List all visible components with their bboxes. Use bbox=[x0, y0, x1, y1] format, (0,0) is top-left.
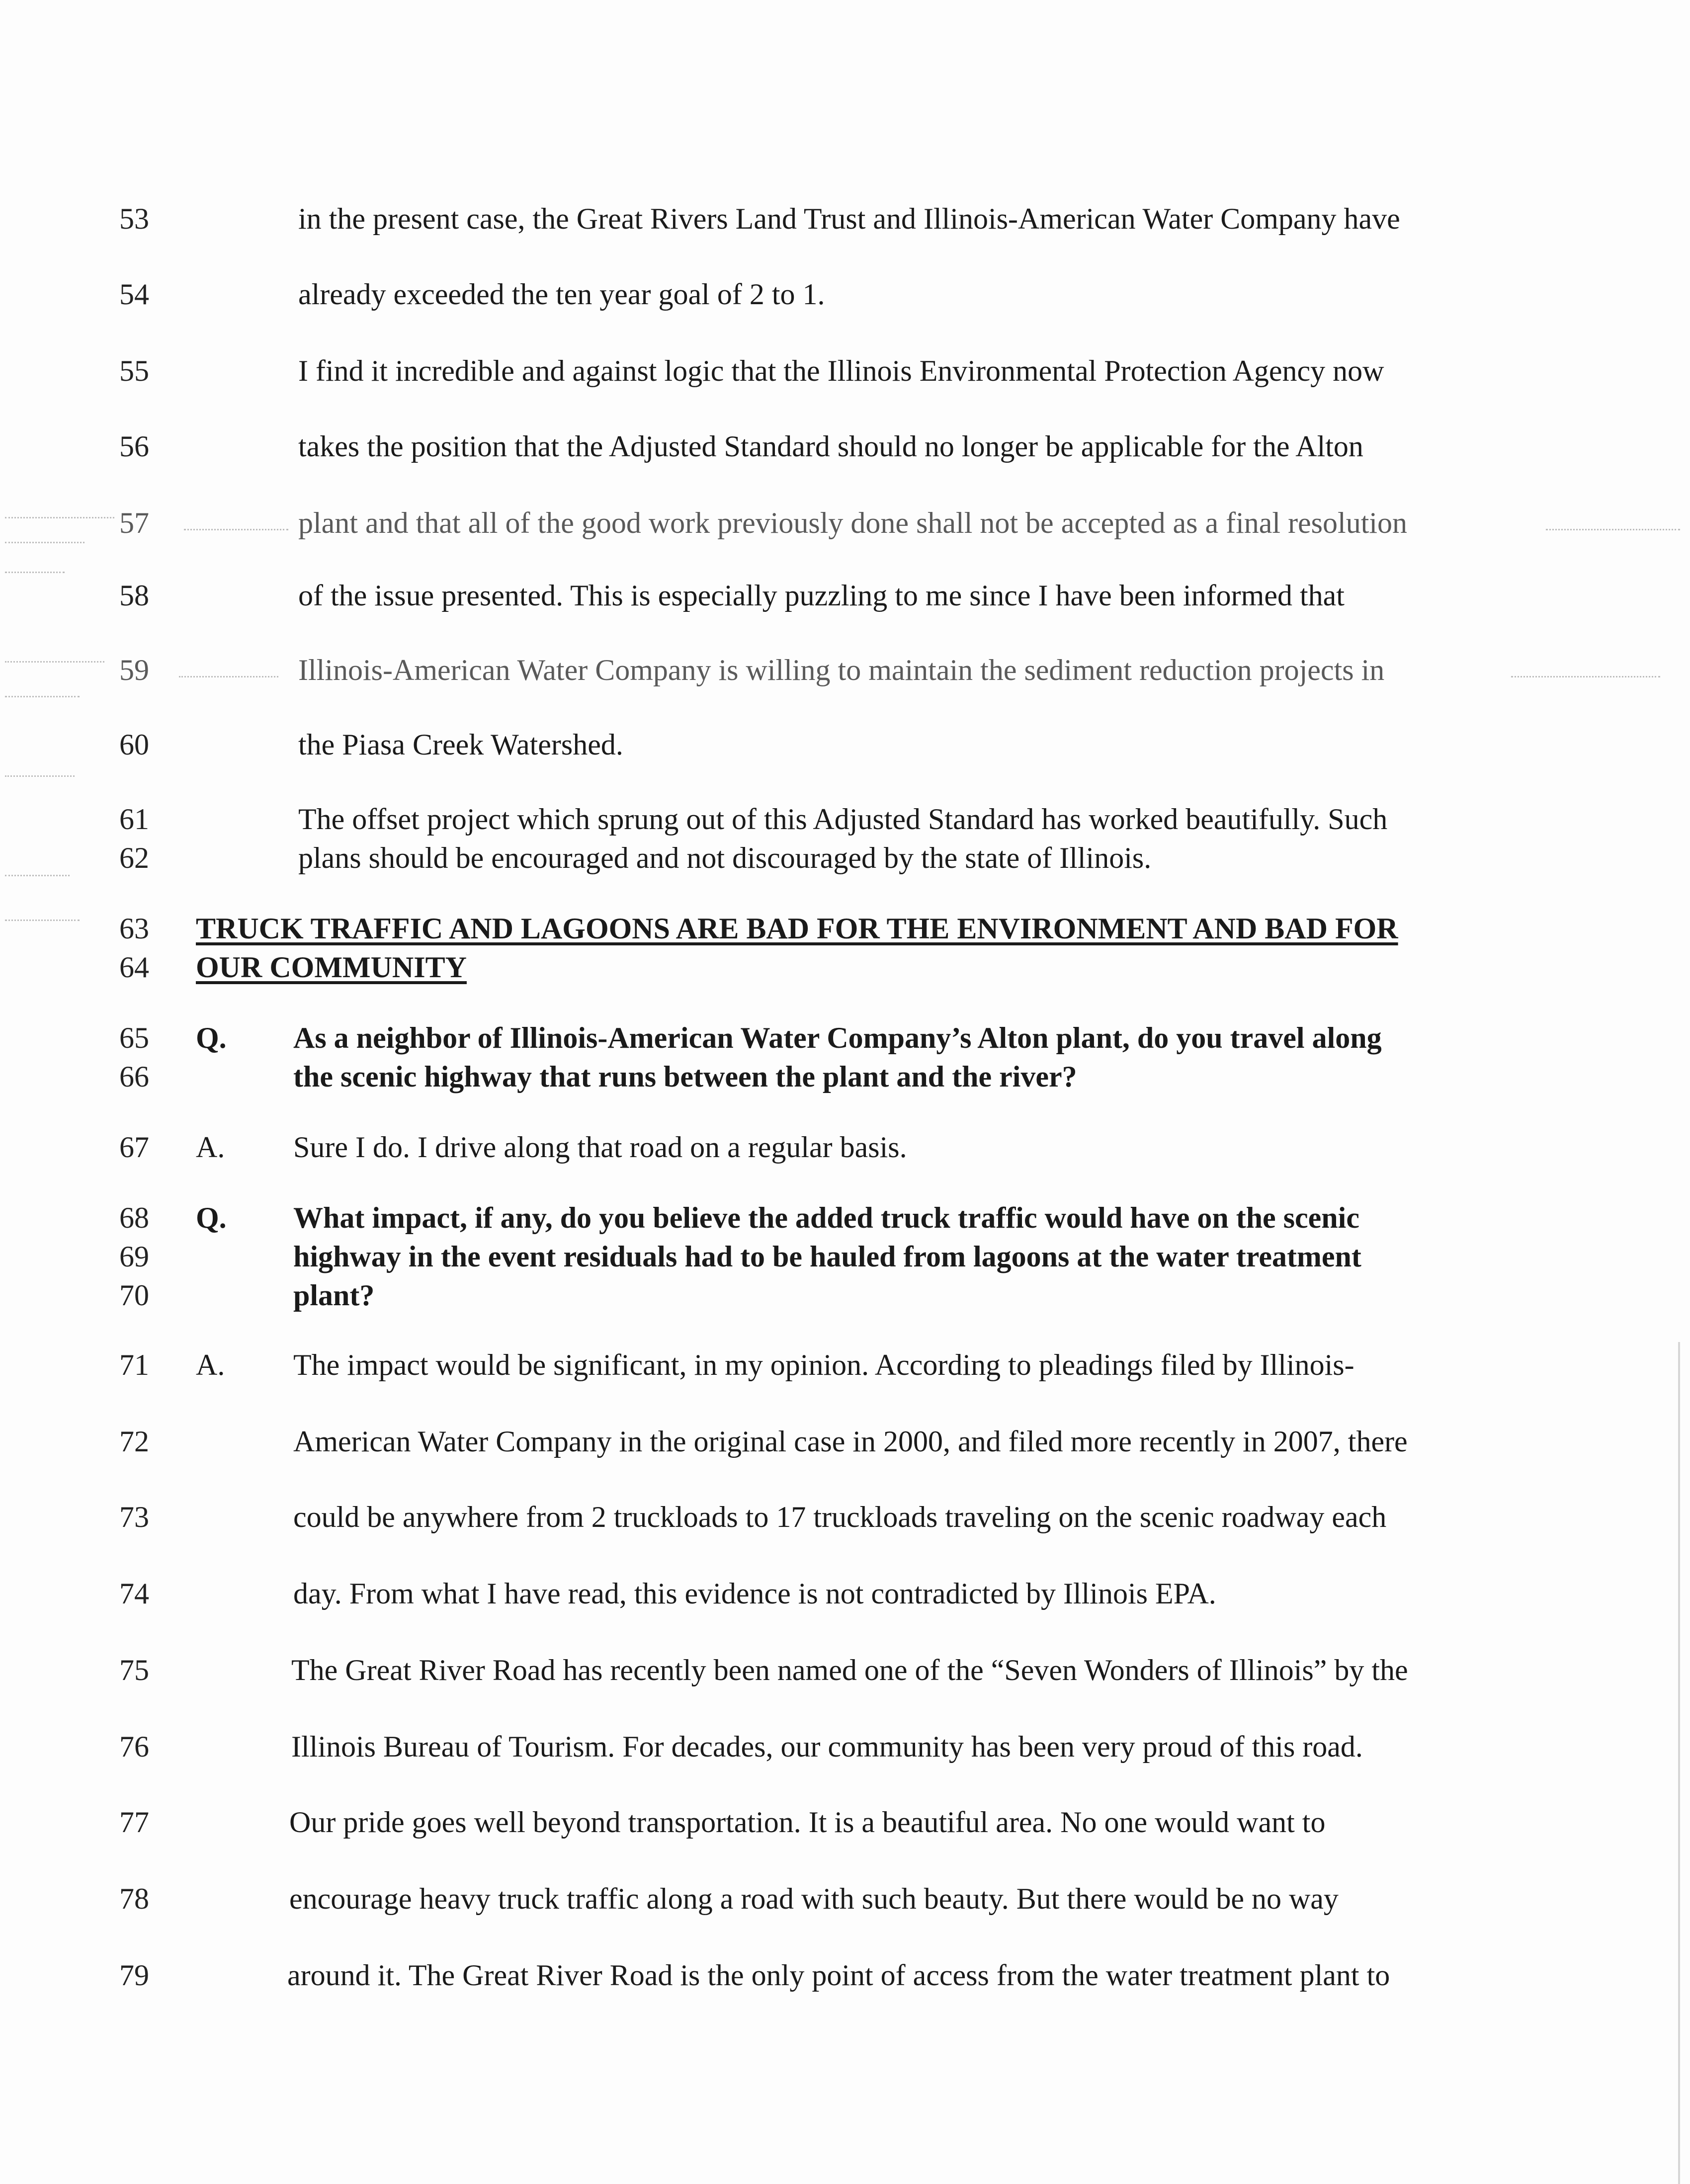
line-number: 58 bbox=[119, 579, 149, 612]
scan-noise bbox=[5, 775, 75, 777]
line-text: already exceeded the ten year goal of 2 to 1. bbox=[298, 278, 825, 311]
line-number: 56 bbox=[119, 430, 149, 463]
scan-noise bbox=[1546, 529, 1680, 530]
line-number: 67 bbox=[119, 1131, 149, 1164]
answer-text: The impact would be significant, in my opinion. According to pleadings filed by Illinois- bbox=[293, 1348, 1354, 1381]
line-text: plans should be encouraged and not discouraged by the state of Illinois. bbox=[298, 841, 1152, 874]
line-text: Illinois-American Water Company is willing to maintain the sediment reduction projects in bbox=[298, 654, 1385, 686]
question-text: What impact, if any, do you believe the added truck traffic would have on the scenic bbox=[293, 1201, 1359, 1234]
line-number: 54 bbox=[119, 278, 149, 311]
line-number: 71 bbox=[119, 1348, 149, 1381]
question-text: the scenic highway that runs between the plant and the river? bbox=[293, 1060, 1077, 1093]
scan-noise bbox=[1511, 676, 1660, 677]
answer-text: Sure I do. I drive along that road on a regular basis. bbox=[293, 1131, 907, 1164]
section-heading: OUR COMMUNITY bbox=[196, 951, 467, 984]
scan-noise bbox=[5, 572, 65, 573]
question-text: highway in the event residuals had to be hauled from lagoons at the water treatment bbox=[293, 1240, 1361, 1273]
scan-noise bbox=[5, 875, 70, 876]
scan-noise bbox=[5, 542, 84, 543]
answer-text: Illinois Bureau of Tourism. For decades, our community has been very proud of this road. bbox=[291, 1730, 1363, 1763]
line-number: 65 bbox=[119, 1021, 149, 1054]
line-number: 73 bbox=[119, 1501, 149, 1533]
line-number: 57 bbox=[119, 506, 149, 539]
line-number: 76 bbox=[119, 1730, 149, 1763]
answer-text: could be anywhere from 2 truckloads to 17 truckloads traveling on the scenic roadway each bbox=[293, 1501, 1387, 1533]
line-number: 53 bbox=[119, 202, 149, 235]
line-text: the Piasa Creek Watershed. bbox=[298, 728, 623, 761]
line-number: 61 bbox=[119, 803, 149, 836]
answer-text: day. From what I have read, this evidence is not contradicted by Illinois EPA. bbox=[293, 1577, 1216, 1610]
scan-noise bbox=[5, 696, 80, 697]
line-number: 78 bbox=[119, 1882, 149, 1915]
line-number: 70 bbox=[119, 1279, 149, 1312]
line-number: 68 bbox=[119, 1201, 149, 1234]
scan-noise bbox=[179, 676, 278, 677]
section-heading: TRUCK TRAFFIC AND LAGOONS ARE BAD FOR THE ENVIRONMENT AND BAD FOR bbox=[196, 912, 1398, 945]
line-number: 59 bbox=[119, 654, 149, 686]
answer-text: The Great River Road has recently been named one of the “Seven Wonders of Illinois” by the bbox=[291, 1654, 1408, 1686]
line-number: 62 bbox=[119, 841, 149, 874]
line-number: 60 bbox=[119, 728, 149, 761]
scan-noise bbox=[5, 920, 80, 921]
line-number: 64 bbox=[119, 951, 149, 984]
answer-text: encourage heavy truck traffic along a road with such beauty. But there would be no way bbox=[289, 1882, 1339, 1915]
question-text: As a neighbor of Illinois-American Water Company’s Alton plant, do you travel along bbox=[293, 1021, 1382, 1054]
line-text: in the present case, the Great Rivers Land Trust and Illinois-American Water Company have bbox=[298, 202, 1400, 235]
line-number: 77 bbox=[119, 1806, 149, 1839]
answer-text: Our pride goes well beyond transportation. It is a beautiful area. No one would want to bbox=[289, 1806, 1326, 1839]
scan-noise bbox=[184, 529, 288, 530]
line-text: of the issue presented. This is especially puzzling to me since I have been informed that bbox=[298, 579, 1345, 612]
line-number: 79 bbox=[119, 1959, 149, 1992]
line-text: plant and that all of the good work previously done shall not be accepted as a final resolution bbox=[298, 506, 1408, 539]
line-number: 74 bbox=[119, 1577, 149, 1610]
question-label: Q. bbox=[196, 1201, 227, 1234]
line-number: 63 bbox=[119, 912, 149, 945]
line-number: 72 bbox=[119, 1425, 149, 1458]
line-text: I find it incredible and against logic that the Illinois Environmental Protection Agency now bbox=[298, 354, 1384, 387]
line-number: 66 bbox=[119, 1060, 149, 1093]
question-text: plant? bbox=[293, 1279, 375, 1312]
line-number: 75 bbox=[119, 1654, 149, 1686]
answer-label: A. bbox=[196, 1348, 225, 1381]
question-label: Q. bbox=[196, 1021, 227, 1054]
line-number: 69 bbox=[119, 1240, 149, 1273]
answer-text: American Water Company in the original case in 2000, and filed more recently in 2007, there bbox=[293, 1425, 1408, 1458]
answer-label: A. bbox=[196, 1131, 225, 1164]
line-text: takes the position that the Adjusted Standard should no longer be applicable for the Alton bbox=[298, 430, 1363, 463]
answer-text: around it. The Great River Road is the only point of access from the water treatment plant to bbox=[287, 1959, 1390, 1992]
line-number: 55 bbox=[119, 354, 149, 387]
scan-edge-shadow bbox=[1678, 1342, 1680, 2184]
line-text: The offset project which sprung out of this Adjusted Standard has worked beautifully. Such bbox=[298, 803, 1388, 836]
